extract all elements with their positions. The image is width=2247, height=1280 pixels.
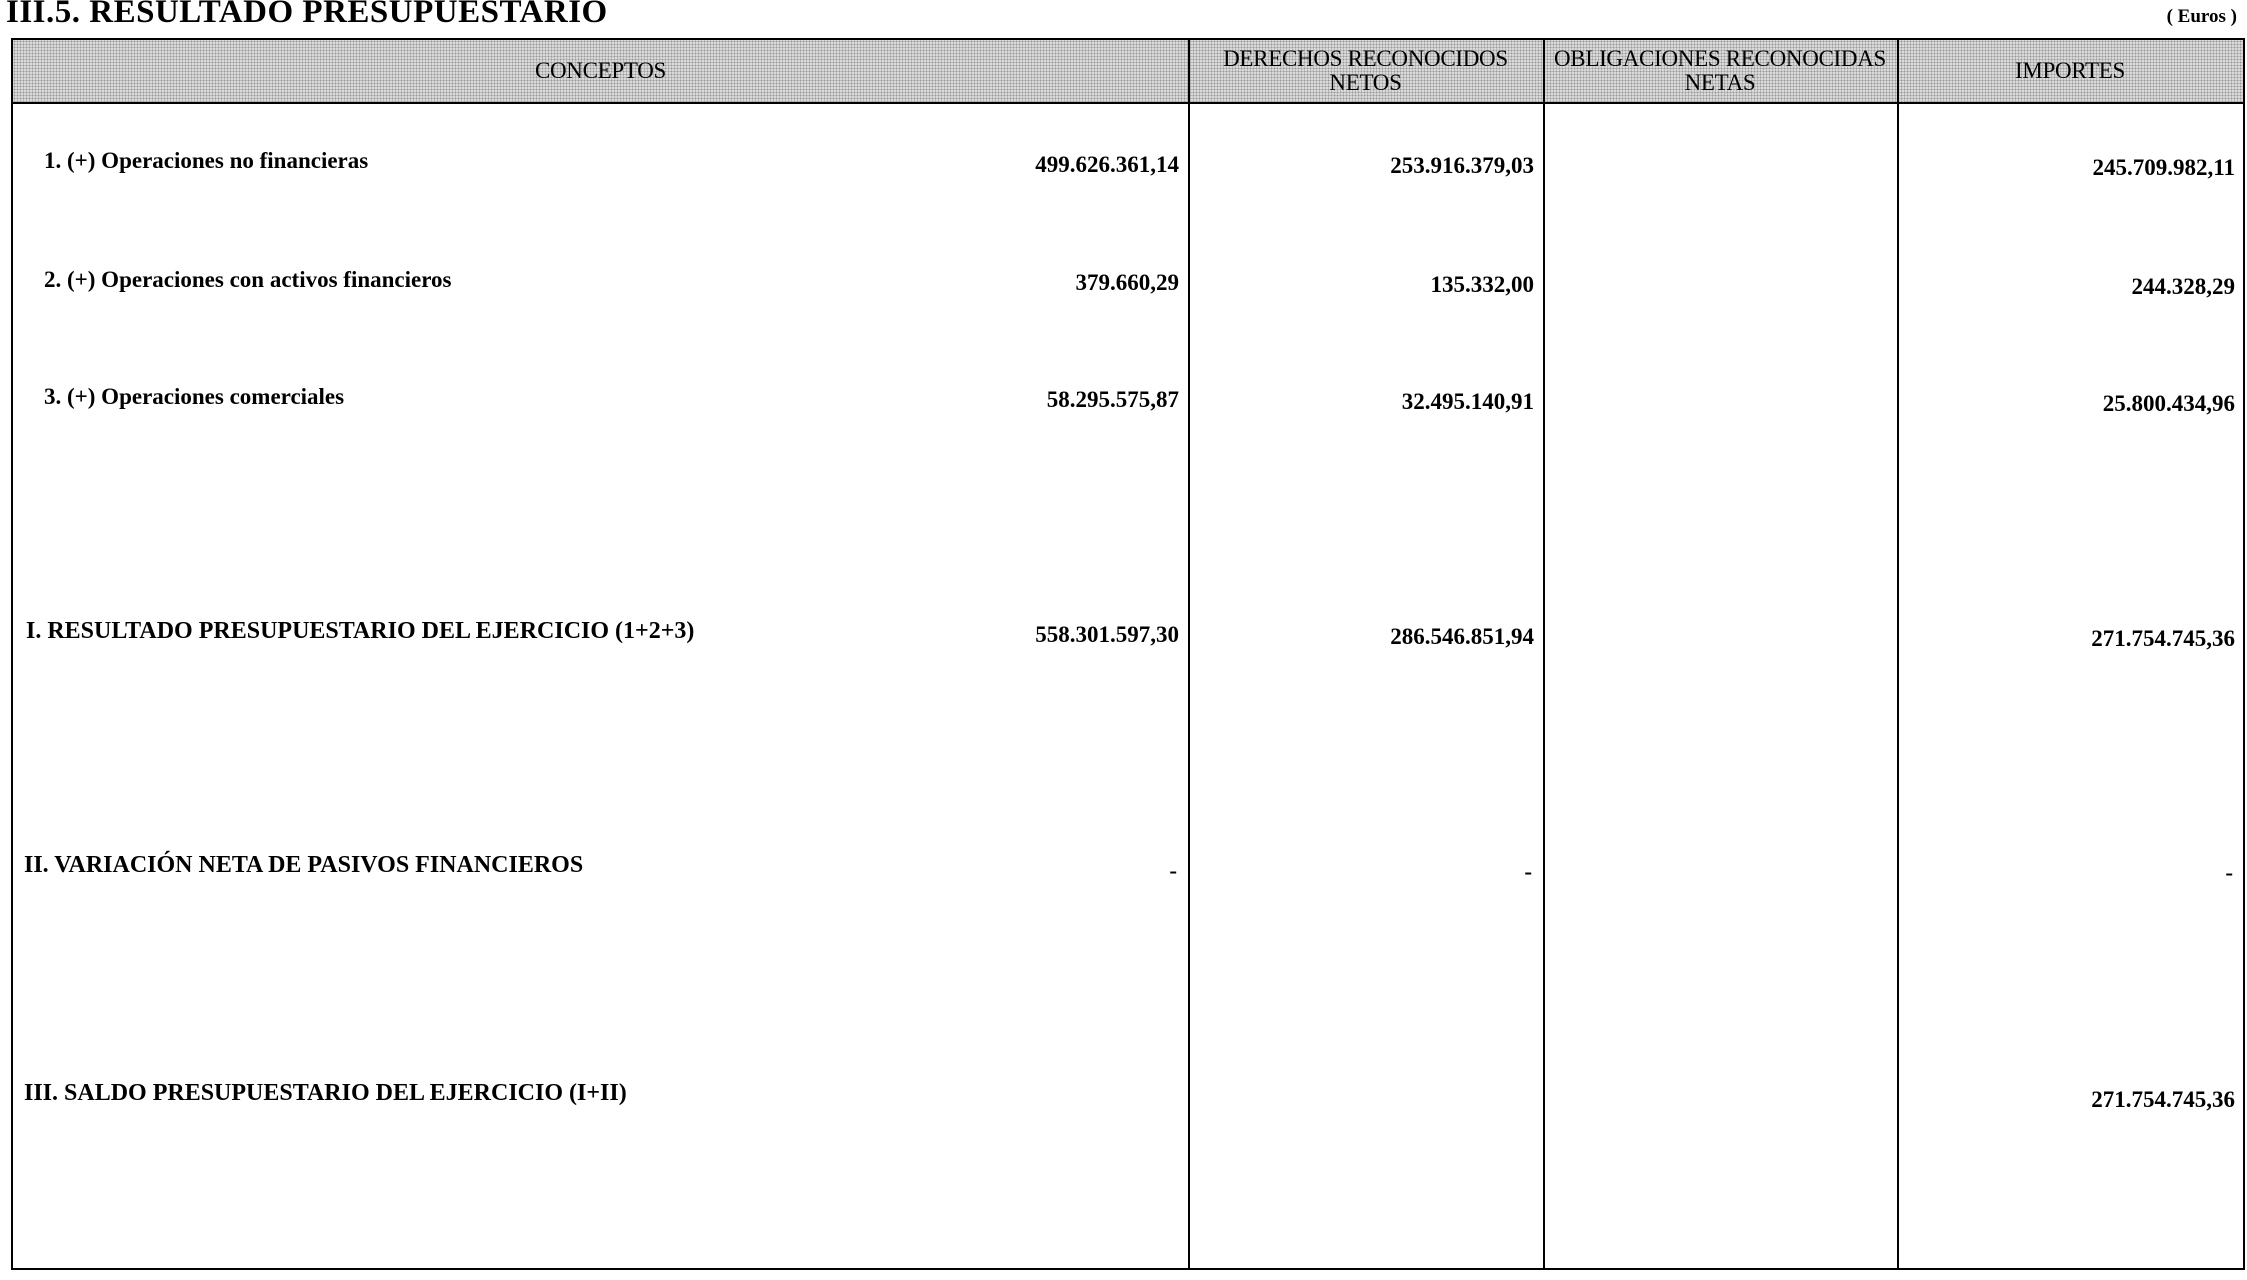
row-value-importes: 245.709.982,11 [2092, 155, 2235, 180]
row-value-obligaciones: 135.332,00 [1430, 272, 1534, 297]
row-value-derechos: - [1169, 858, 1177, 883]
row-value-obligaciones: - [1524, 859, 1532, 884]
row-label-operaciones-activos-financieros: 2. (+) Operaciones con activos financieros [44, 267, 452, 292]
row-label-operaciones-comerciales: 3. (+) Operaciones comerciales [44, 384, 345, 409]
row-value-importes: 271.754.745,36 [2091, 626, 2235, 651]
units-note: ( Euros ) [2166, 6, 2237, 27]
row-value-obligaciones: 253.916.379,03 [1390, 153, 1534, 178]
row-value-derechos: 499.626.361,14 [1035, 152, 1179, 177]
page-title: III.5. RESULTADO PRESUPUESTARIO [6, 0, 608, 30]
column-divider [1543, 40, 1545, 1268]
row-value-obligaciones: 286.546.851,94 [1390, 624, 1534, 649]
row-label-saldo-presupuestario: III. SALDO PRESUPUESTARIO DEL EJERCICIO (I+II) [24, 1080, 627, 1106]
column-divider [1897, 40, 1899, 1268]
row-label-resultado-presupuestario: I. RESULTADO PRESUPUESTARIO DEL EJERCICIO (1+2+3) [26, 618, 695, 644]
row-label-variacion-pasivos-financieros: II. VARIACIÓN NETA DE PASIVOS FINANCIEROS [24, 852, 584, 878]
column-header-derechos-line2: NETOS [1329, 70, 1402, 95]
column-header-conceptos [13, 40, 1188, 102]
row-value-derechos: 58.295.575,87 [1046, 387, 1179, 412]
budget-result-table [11, 38, 2245, 1270]
column-header-obligaciones [1543, 40, 1897, 102]
column-header-conceptos-label: CONCEPTOS [534, 58, 667, 83]
column-header-derechos [1188, 40, 1543, 102]
column-header-importes-label: IMPORTES [2015, 58, 2125, 83]
row-label-operaciones-no-financieras: 1. (+) Operaciones no financieras [44, 148, 369, 173]
row-value-importes: - [2225, 860, 2233, 885]
column-divider [1188, 40, 1190, 1268]
row-value-obligaciones: 32.495.140,91 [1401, 389, 1534, 414]
column-header-obligaciones-line1: OBLIGACIONES RECONOCIDAS [1553, 46, 1887, 71]
row-value-derechos: 379.660,29 [1075, 270, 1179, 295]
row-value-importes: 244.328,29 [2131, 274, 2235, 299]
table-header [13, 40, 2243, 104]
column-header-obligaciones-line2: NETAS [1684, 70, 1756, 95]
column-header-derechos-line1: DERECHOS RECONOCIDOS [1223, 46, 1508, 71]
row-value-importes: 25.800.434,96 [2102, 391, 2235, 416]
row-value-importes: 271.754.745,36 [2091, 1087, 2235, 1112]
row-value-derechos: 558.301.597,30 [1035, 622, 1179, 647]
column-header-importes [1897, 40, 2243, 102]
